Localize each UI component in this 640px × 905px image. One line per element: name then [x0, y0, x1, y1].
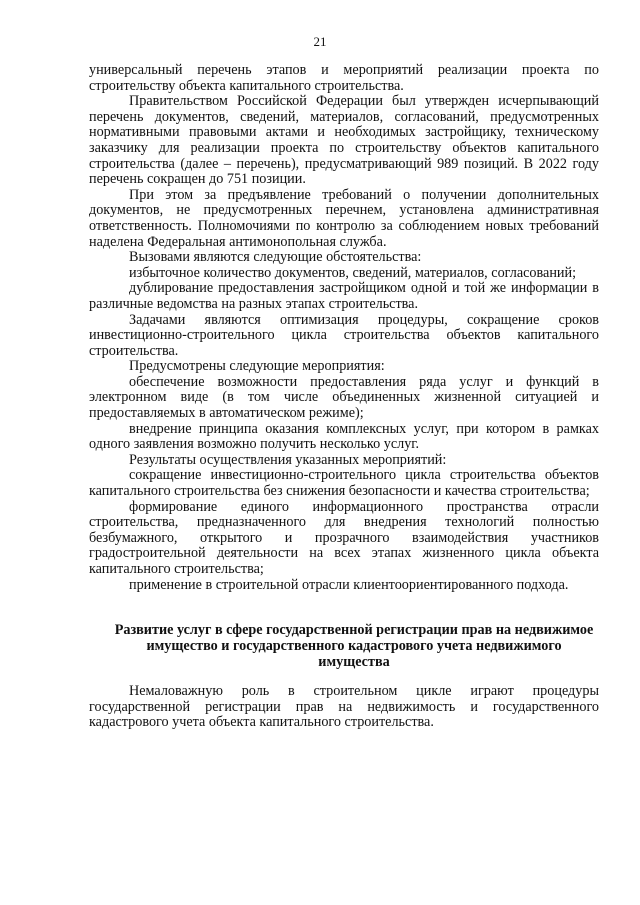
paragraph: универсальный перечень этапов и мероприятий реализации проекта по строительству объекта капитального строительства. [89, 62, 599, 94]
section-paragraphs [89, 684, 599, 731]
paragraph: Результаты осуществления указанных мероприятий: [129, 451, 447, 468]
paragraph: Вызовами являются следующие обстоятельства: [129, 249, 422, 266]
section-spacer [89, 593, 599, 622]
paragraph: обеспечение возможности предоставления ряда услуг и функций в электронном виде (в том числе объединенных жизненной ситуацией и предоставляемых в автоматическом режиме); [89, 373, 599, 422]
paragraph: При этом за предъявление требований о получении дополнительных документов, не предусмотренных перечнем, установлена административная ответственность. Полномочиями по контролю за соблюдением новых требований наделена Федеральная антимонопольная служба. [89, 186, 599, 250]
heading-spacer [89, 670, 599, 684]
paragraph: сокращение инвестиционно-строительного цикла строительства объектов капитального строительства без снижения безопасности и качества строительства; [89, 467, 599, 500]
page-number: 21 [313, 34, 327, 49]
section-heading: Развитие услуг в сфере государственной регистрации прав на недвижимое имущество и государственного кадастрового учета недвижимого имущества [114, 622, 594, 671]
paragraph: Задачами являются оптимизация процедуры, сокращение сроков инвестиционно-строительного цикла строительства объектов капитального строительства. [89, 311, 599, 359]
paragraph: формирование единого информационного пространства отрасли строительства, предназначенного для внедрения технологий полностью безбумажного, открытого и прозрачного взаимодействия участников градостроительной деятельности на всех этапах жизненного цикла объекта капитального строительства; [89, 498, 599, 577]
document-body [89, 63, 599, 731]
paragraph: Предусмотрены следующие мероприятия: [129, 358, 385, 375]
paragraph: Правительством Российской Федерации был утвержден исчерпывающий перечень документов, сведений, материалов, согласований, предусмотренных нормативными правовыми актами и необходимых застройщику, техническому заказчику для реализации проекта по строительству объектов капитального строительства (далее – перечень), предусматривающий 989 позиций. В 2022 году перечень сокращен до 751 позиции. [89, 93, 599, 188]
paragraph: применение в строительной отрасли клиентоориентированного подхода. [129, 576, 569, 593]
body-paragraphs [89, 63, 599, 593]
paragraph: избыточное количество документов, сведений, материалов, согласований; [129, 264, 577, 281]
paragraph: Немаловажную роль в строительном цикле играют процедуры государственной регистрации прав на недвижимость и государственного кадастрового учета объекта капитального строительства. [89, 683, 599, 731]
paragraph: внедрение принципа оказания комплексных услуг, при котором в рамках одного заявления возможно получить несколько услуг. [89, 420, 599, 453]
paragraph: дублирование предоставления застройщиком одной и той же информации в различные ведомства на разных этапах строительства. [89, 280, 599, 312]
